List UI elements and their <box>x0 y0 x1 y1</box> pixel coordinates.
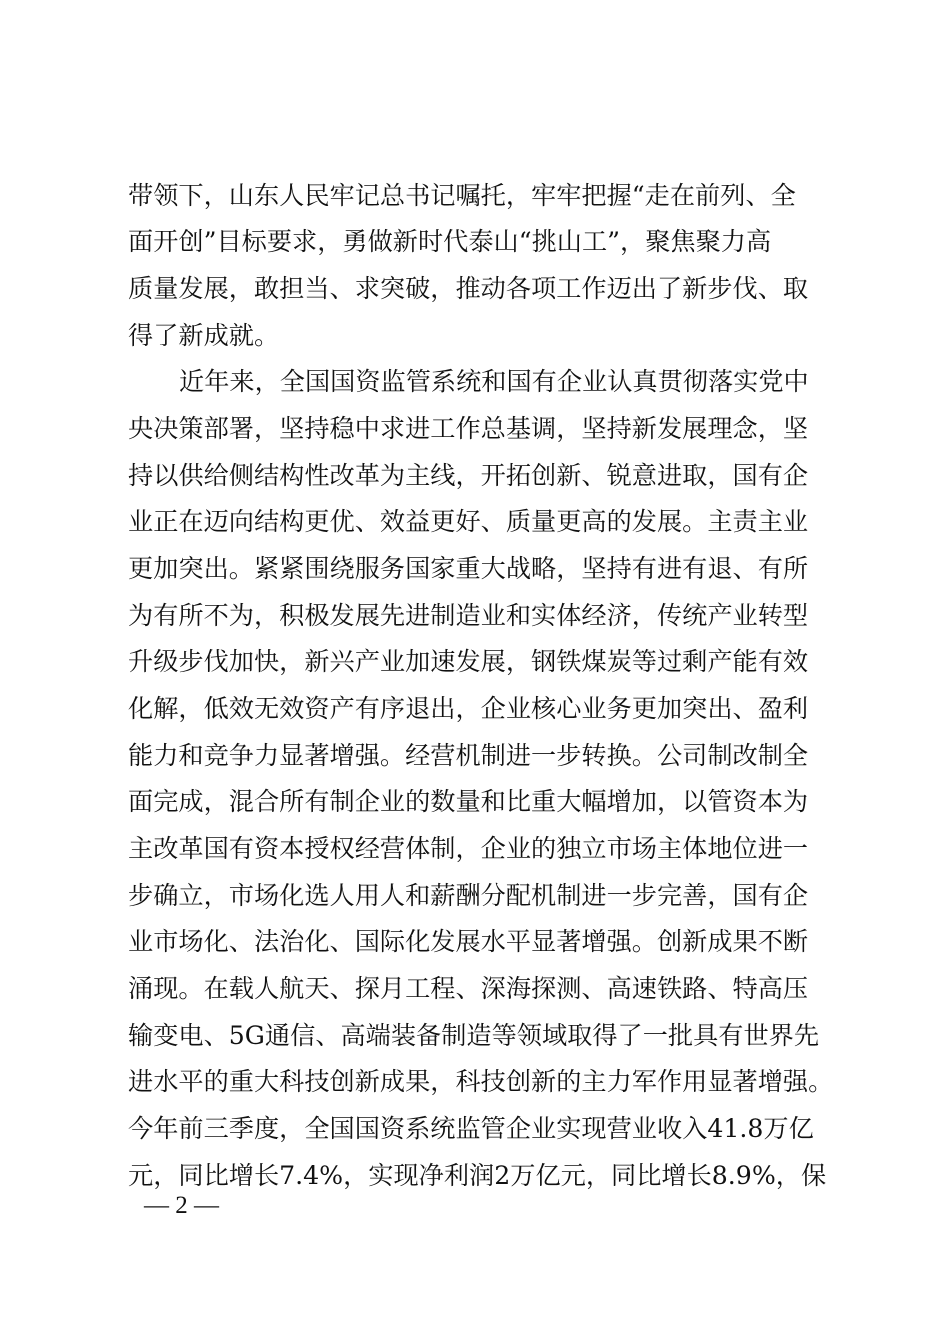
text-line-20: 进水平的重大科技创新成果，科技创新的主力军作用显著增强。 <box>128 1067 834 1096</box>
text-line-5: 近年来，全国国资监管系统和国有企业认真贯彻落实党中 <box>179 367 809 396</box>
text-line-19: 输变电、5G通信、高端装备制造等领域取得了一批具有世界先 <box>128 1021 820 1050</box>
text-line-8: 业正在迈向结构更优、效益更好、质量更高的发展。主责主业 <box>128 507 809 536</box>
text-line-16: 步确立，市场化选人用人和薪酬分配机制进一步完善，国有企 <box>128 881 809 910</box>
text-line-22: 元，同比增长7.4%，实现净利润2万亿元，同比增长8.9%，保 <box>128 1161 827 1190</box>
text-line-1: 带领下，山东人民牢记总书记嘱托，牢牢把握“走在前列、全 <box>128 181 796 210</box>
text-line-17: 业市场化、法治化、国际化发展水平显著增强。创新成果不断 <box>128 927 809 956</box>
page-number: — 2 — <box>144 1192 219 1219</box>
text-line-7: 持以供给侧结构性改革为主线，开拓创新、锐意进取，国有企 <box>128 461 809 490</box>
text-line-14: 面完成，混合所有制企业的数量和比重大幅增加，以管资本为 <box>128 787 809 816</box>
text-line-18: 涌现。在载人航天、探月工程、深海探测、高速铁路、特高压 <box>128 974 809 1003</box>
text-line-15: 主改革国有资本授权经营体制，企业的独立市场主体地位进一 <box>128 834 809 863</box>
text-line-12: 化解，低效无效资产有序退出，企业核心业务更加突出、盈利 <box>128 694 809 723</box>
text-line-9: 更加突出。紧紧围绕服务国家重大战略，坚持有进有退、有所 <box>128 554 809 583</box>
text-line-11: 升级步伐加快，新兴产业加速发展，钢铁煤炭等过剩产能有效 <box>128 647 809 676</box>
text-line-6: 央决策部署，坚持稳中求进工作总基调，坚持新发展理念，坚 <box>128 414 809 443</box>
text-line-10: 为有所不为，积极发展先进制造业和实体经济，传统产业转型 <box>128 601 809 630</box>
text-line-2: 面开创”目标要求，勇做新时代泰山“挑山工”，聚焦聚力高 <box>128 227 772 256</box>
text-line-13: 能力和竞争力显著增强。经营机制进一步转换。公司制改制全 <box>128 741 809 770</box>
text-line-21: 今年前三季度，全国国资系统监管企业实现营业收入41.8万亿 <box>128 1114 814 1143</box>
text-line-3: 质量发展，敢担当、求突破，推动各项工作迈出了新步伐、取 <box>128 274 809 303</box>
text-line-4: 得了新成就。 <box>128 321 280 350</box>
